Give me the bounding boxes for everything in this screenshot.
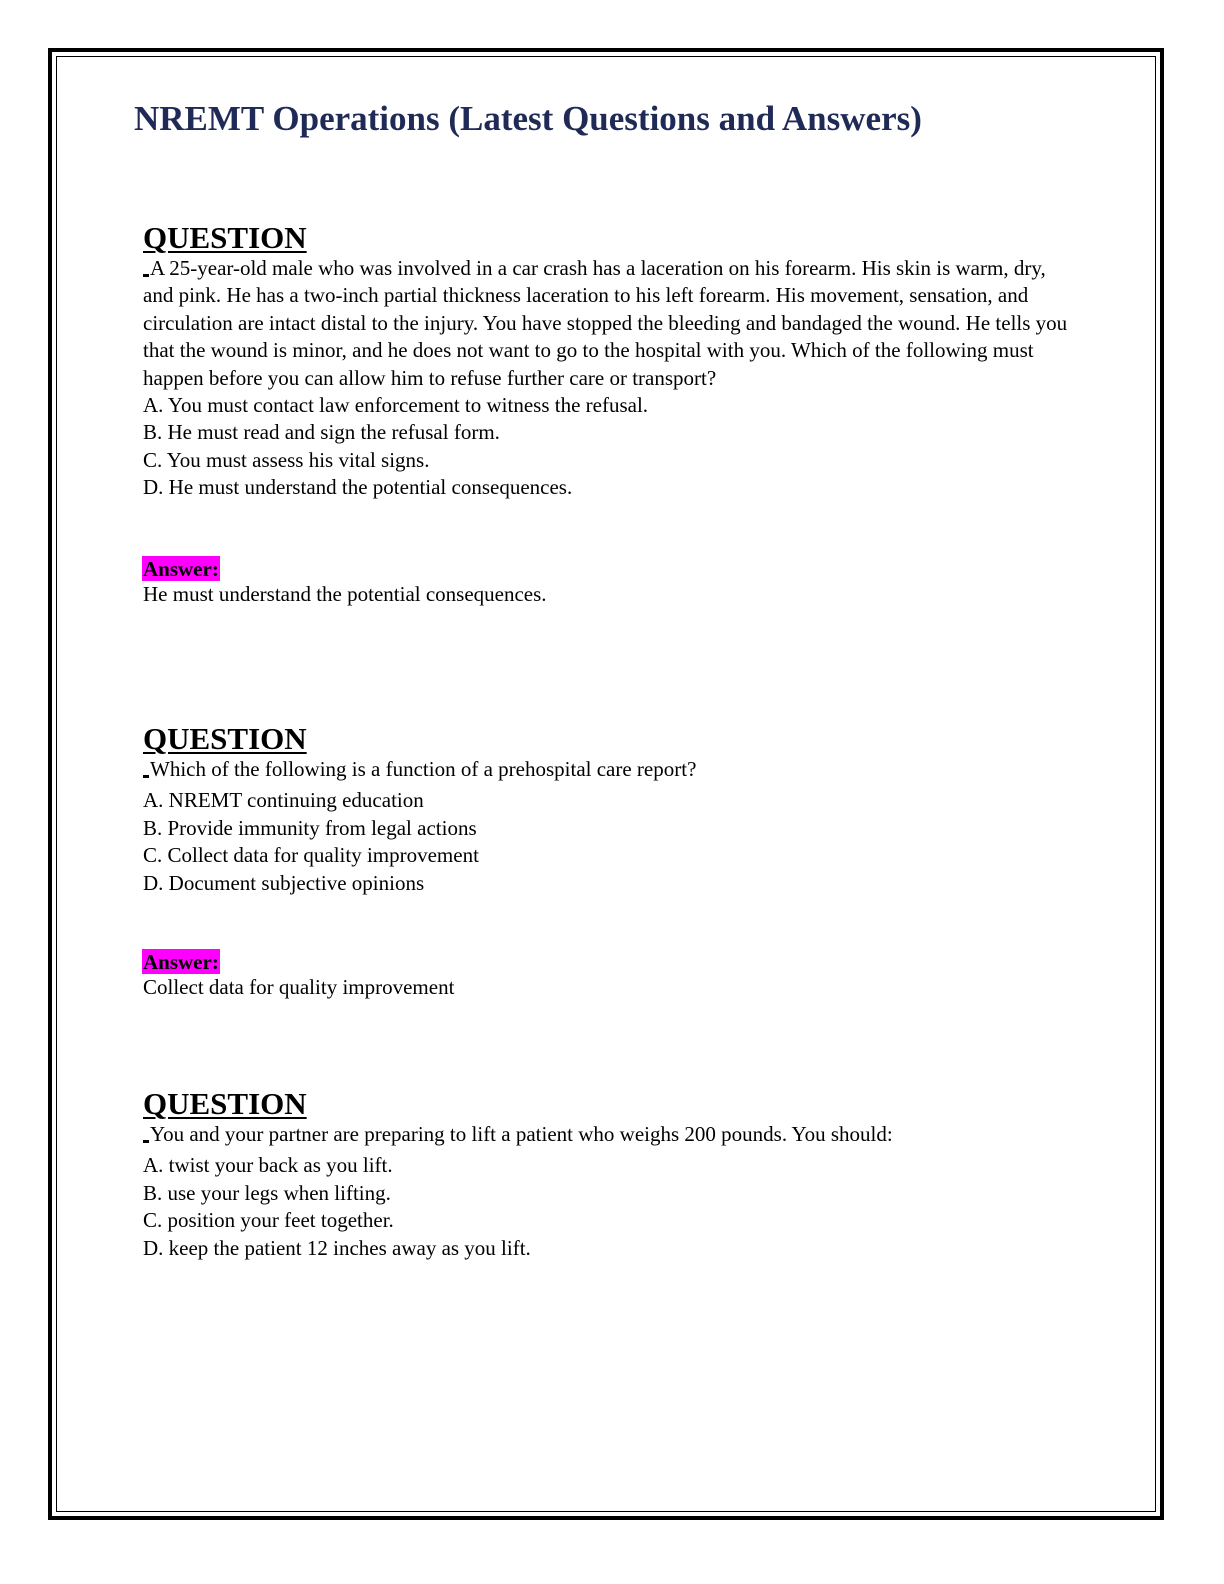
option-b: B. He must read and sign the refusal form.	[143, 420, 500, 445]
option-a: A. You must contact law enforcement to witness the refusal.	[143, 393, 649, 418]
option-c: C. Collect data for quality improvement	[143, 843, 479, 868]
answer-label: Answer:	[143, 556, 219, 581]
answer-options	[143, 1152, 1073, 1262]
option-b: B. use your legs when lifting.	[143, 1180, 391, 1205]
option-b: B. Provide immunity from legal actions	[143, 815, 477, 840]
answer-section	[143, 949, 1073, 1001]
answer-text: Collect data for quality improvement	[143, 975, 455, 1000]
question-marker	[143, 1125, 149, 1143]
question-block-2	[143, 723, 1073, 1001]
question-text	[143, 255, 1073, 392]
answer-options	[143, 787, 1073, 897]
answer-label: Answer:	[143, 950, 219, 975]
question-text-content: Which of the following is a function of a prehospital care report?	[150, 757, 697, 781]
option-d: D. Document subjective opinions	[143, 870, 425, 895]
question-text-content: A 25-year-old male who was involved in a car crash has a laceration on his forearm. His skin is warm, dry, and pink. He has a two-inch partial thickness laceration to his left forearm. His movement, sensation, and circulation are intact distal to the injury. You have stopped the bleeding and bandaged the wound. He tells you that the wound is minor, and he does not want to go to the hospital with you. Which of the following must happen before you can allow him to refuse further care or transport?	[143, 256, 1068, 390]
answer-options	[143, 392, 1073, 502]
option-a: A. NREMT continuing education	[143, 788, 424, 813]
question-heading: QUESTION	[143, 220, 307, 255]
option-c: C. position your feet together.	[143, 1208, 394, 1233]
question-text	[143, 756, 1073, 783]
answer-text: He must understand the potential consequences.	[143, 581, 547, 606]
question-text	[143, 1121, 1073, 1148]
option-d: D. keep the patient 12 inches away as you lift.	[143, 1235, 531, 1260]
question-heading: QUESTION	[143, 721, 307, 756]
option-c: C. You must assess his vital signs.	[143, 447, 430, 472]
document-title: NREMT Operations (Latest Questions and Answers)	[134, 99, 922, 138]
option-a: A. twist your back as you lift.	[143, 1153, 393, 1178]
question-marker	[143, 259, 149, 277]
answer-section	[143, 556, 1073, 608]
option-d: D. He must understand the potential consequences.	[143, 475, 573, 500]
question-block-1	[143, 222, 1073, 608]
question-block-3	[143, 1088, 1073, 1262]
question-marker	[143, 760, 149, 778]
question-heading: QUESTION	[143, 1086, 307, 1121]
question-text-content: You and your partner are preparing to lift a patient who weighs 200 pounds. You should:	[150, 1122, 893, 1146]
